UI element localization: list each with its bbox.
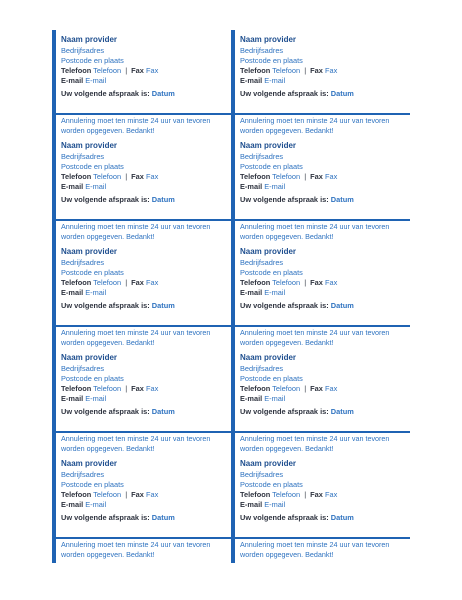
fax-value: Fax: [145, 384, 159, 393]
next-appointment: [61, 301, 227, 311]
company-address: Bedrijfsadres: [61, 152, 105, 161]
fax-value: Fax: [324, 172, 338, 181]
contact-phone-fax: [61, 384, 227, 394]
provider-info: [240, 141, 406, 205]
company-address: Bedrijfsadres: [240, 258, 284, 267]
next-appointment: [240, 407, 406, 417]
cancellation-note: Annulering moet ten minste 24 uur van tevoren worden opgegeven. Bedankt!: [61, 222, 211, 241]
email-value: E-mail: [85, 182, 107, 191]
appointment-card: [56, 30, 231, 136]
appointment-card: [56, 454, 231, 560]
fax-value: Fax: [324, 384, 338, 393]
email-label: E-mail: [61, 76, 84, 85]
provider-info: [61, 141, 227, 205]
email-value: E-mail: [264, 288, 286, 297]
email-label: E-mail: [61, 394, 84, 403]
postal-city: Postcode en plaats: [61, 162, 124, 171]
email-value: E-mail: [85, 500, 107, 509]
contact-phone-fax: [240, 66, 406, 76]
postal-city: Postcode en plaats: [61, 480, 124, 489]
fax-value: Fax: [324, 278, 338, 287]
contact-phone-fax: [61, 66, 227, 76]
contact-phone-fax: [61, 172, 227, 182]
phone-label: Telefoon: [240, 490, 271, 499]
contact-email: [61, 76, 227, 86]
phone-value: Telefoon: [93, 66, 122, 75]
cancellation-note: Annulering moet ten minste 24 uur van tevoren worden opgegeven. Bedankt!: [240, 328, 390, 347]
phone-label: Telefoon: [61, 278, 92, 287]
phone-value: Telefoon: [272, 490, 301, 499]
provider-info: [240, 35, 406, 99]
fax-label: Fax: [310, 66, 323, 75]
provider-name: Naam provider: [61, 247, 118, 256]
postal-city: Postcode en plaats: [240, 268, 303, 277]
email-label: E-mail: [240, 76, 263, 85]
appointment-label: Uw volgende afspraak is:: [61, 89, 150, 98]
email-value: E-mail: [85, 288, 107, 297]
next-appointment: [61, 513, 227, 523]
phone-label: Telefoon: [61, 384, 92, 393]
contact-phone-fax: [61, 490, 227, 500]
email-label: E-mail: [61, 500, 84, 509]
email-label: E-mail: [240, 182, 263, 191]
appointment-label: Uw volgende afspraak is:: [61, 407, 150, 416]
fax-label: Fax: [131, 278, 144, 287]
appointment-date: Datum: [151, 513, 175, 522]
appointment-date: Datum: [151, 89, 175, 98]
appointment-date: Datum: [330, 195, 354, 204]
postal-city: Postcode en plaats: [61, 268, 124, 277]
phone-label: Telefoon: [240, 384, 271, 393]
appointment-card: [56, 242, 231, 348]
phone-label: Telefoon: [240, 172, 271, 181]
contact-email: [61, 394, 227, 404]
fax-label: Fax: [310, 172, 323, 181]
contact-email: [240, 182, 406, 192]
separator: |: [125, 172, 128, 181]
phone-label: Telefoon: [61, 172, 92, 181]
contact-phone-fax: [240, 278, 406, 288]
provider-info: [240, 353, 406, 417]
phone-label: Telefoon: [240, 278, 271, 287]
appointment-date: Datum: [330, 513, 354, 522]
email-label: E-mail: [240, 394, 263, 403]
cancellation-note: Annulering moet ten minste 24 uur van tevoren worden opgegeven. Bedankt!: [240, 222, 390, 241]
separator: |: [125, 384, 128, 393]
company-address: Bedrijfsadres: [61, 46, 105, 55]
email-value: E-mail: [264, 500, 286, 509]
postal-city: Postcode en plaats: [240, 374, 303, 383]
appointment-card: [235, 348, 410, 454]
phone-label: Telefoon: [240, 66, 271, 75]
left-column: [52, 30, 231, 563]
card-divider: [56, 325, 231, 327]
appointment-label: Uw volgende afspraak is:: [240, 513, 329, 522]
provider-info: [61, 35, 227, 99]
card-divider: [56, 113, 231, 115]
contact-email: [61, 182, 227, 192]
company-address: Bedrijfsadres: [61, 364, 105, 373]
fax-label: Fax: [310, 278, 323, 287]
separator: |: [304, 278, 307, 287]
company-address: Bedrijfsadres: [61, 470, 105, 479]
contact-phone-fax: [240, 384, 406, 394]
postal-city: Postcode en plaats: [61, 56, 124, 65]
fax-label: Fax: [131, 384, 144, 393]
appointment-card: [56, 136, 231, 242]
phone-value: Telefoon: [272, 172, 301, 181]
email-label: E-mail: [61, 288, 84, 297]
fax-value: Fax: [145, 66, 159, 75]
card-divider: [235, 325, 410, 327]
contact-email: [240, 394, 406, 404]
company-address: Bedrijfsadres: [240, 470, 284, 479]
phone-value: Telefoon: [272, 66, 301, 75]
fax-label: Fax: [310, 490, 323, 499]
cancellation-note: Annulering moet ten minste 24 uur van tevoren worden opgegeven. Bedankt!: [240, 434, 390, 453]
provider-name: Naam provider: [240, 247, 297, 256]
fax-label: Fax: [310, 384, 323, 393]
fax-value: Fax: [145, 490, 159, 499]
cancellation-note: Annulering moet ten minste 24 uur van tevoren worden opgegeven. Bedankt!: [61, 116, 211, 135]
postal-city: Postcode en plaats: [240, 56, 303, 65]
postal-city: Postcode en plaats: [61, 374, 124, 383]
provider-name: Naam provider: [240, 353, 297, 362]
separator: |: [125, 490, 128, 499]
phone-value: Telefoon: [93, 278, 122, 287]
contact-phone-fax: [240, 172, 406, 182]
fax-value: Fax: [145, 278, 159, 287]
company-address: Bedrijfsadres: [240, 46, 284, 55]
appointment-label: Uw volgende afspraak is:: [61, 513, 150, 522]
provider-info: [61, 353, 227, 417]
fax-label: Fax: [131, 490, 144, 499]
email-label: E-mail: [240, 288, 263, 297]
appointment-card: [235, 30, 410, 136]
email-label: E-mail: [61, 182, 84, 191]
postal-city: Postcode en plaats: [240, 480, 303, 489]
provider-name: Naam provider: [240, 141, 297, 150]
appointment-date: Datum: [151, 407, 175, 416]
card-divider: [235, 431, 410, 433]
appointment-card: [235, 136, 410, 242]
right-column: [231, 30, 410, 563]
next-appointment: [240, 513, 406, 523]
fax-label: Fax: [131, 172, 144, 181]
appointment-date: Datum: [151, 301, 175, 310]
contact-email: [61, 500, 227, 510]
next-appointment: [61, 89, 227, 99]
card-divider: [235, 113, 410, 115]
next-appointment: [61, 407, 227, 417]
appointment-date: Datum: [330, 301, 354, 310]
contact-phone-fax: [61, 278, 227, 288]
contact-email: [240, 76, 406, 86]
company-address: Bedrijfsadres: [61, 258, 105, 267]
appointment-label: Uw volgende afspraak is:: [240, 301, 329, 310]
appointment-date: Datum: [330, 407, 354, 416]
phone-value: Telefoon: [272, 278, 301, 287]
appointment-card: [235, 242, 410, 348]
contact-email: [61, 288, 227, 298]
card-divider: [235, 537, 410, 539]
appointment-label: Uw volgende afspraak is:: [61, 195, 150, 204]
company-address: Bedrijfsadres: [240, 364, 284, 373]
phone-value: Telefoon: [93, 384, 122, 393]
contact-email: [240, 288, 406, 298]
separator: |: [304, 66, 307, 75]
provider-name: Naam provider: [61, 141, 118, 150]
contact-email: [240, 500, 406, 510]
separator: |: [125, 278, 128, 287]
cancellation-note: Annulering moet ten minste 24 uur van tevoren worden opgegeven. Bedankt!: [240, 540, 390, 559]
provider-name: Naam provider: [61, 459, 118, 468]
company-address: Bedrijfsadres: [240, 152, 284, 161]
appointment-card: [56, 348, 231, 454]
email-label: E-mail: [240, 500, 263, 509]
provider-name: Naam provider: [61, 353, 118, 362]
appointment-date: Datum: [330, 89, 354, 98]
contact-phone-fax: [240, 490, 406, 500]
phone-value: Telefoon: [93, 490, 122, 499]
cancellation-note: Annulering moet ten minste 24 uur van tevoren worden opgegeven. Bedankt!: [61, 434, 211, 453]
separator: |: [125, 66, 128, 75]
card-divider: [56, 219, 231, 221]
appointment-label: Uw volgende afspraak is:: [240, 195, 329, 204]
fax-label: Fax: [131, 66, 144, 75]
email-value: E-mail: [85, 394, 107, 403]
provider-info: [61, 459, 227, 523]
provider-info: [240, 459, 406, 523]
phone-label: Telefoon: [61, 490, 92, 499]
cancellation-note: Annulering moet ten minste 24 uur van tevoren worden opgegeven. Bedankt!: [61, 540, 211, 559]
email-value: E-mail: [264, 182, 286, 191]
provider-name: Naam provider: [240, 459, 297, 468]
provider-info: [240, 247, 406, 311]
cancellation-note: Annulering moet ten minste 24 uur van tevoren worden opgegeven. Bedankt!: [240, 116, 390, 135]
appointment-date: Datum: [151, 195, 175, 204]
phone-value: Telefoon: [93, 172, 122, 181]
next-appointment: [240, 89, 406, 99]
separator: |: [304, 172, 307, 181]
provider-name: Naam provider: [240, 35, 297, 44]
next-appointment: [61, 195, 227, 205]
next-appointment: [240, 301, 406, 311]
card-divider: [56, 431, 231, 433]
appointment-card: [235, 454, 410, 560]
phone-label: Telefoon: [61, 66, 92, 75]
appointment-label: Uw volgende afspraak is:: [240, 89, 329, 98]
email-value: E-mail: [264, 76, 286, 85]
email-value: E-mail: [85, 76, 107, 85]
email-value: E-mail: [264, 394, 286, 403]
card-divider: [235, 219, 410, 221]
separator: |: [304, 490, 307, 499]
appointment-label: Uw volgende afspraak is:: [240, 407, 329, 416]
provider-name: Naam provider: [61, 35, 118, 44]
postal-city: Postcode en plaats: [240, 162, 303, 171]
separator: |: [304, 384, 307, 393]
cancellation-note: Annulering moet ten minste 24 uur van tevoren worden opgegeven. Bedankt!: [61, 328, 211, 347]
appointment-label: Uw volgende afspraak is:: [61, 301, 150, 310]
provider-info: [61, 247, 227, 311]
fax-value: Fax: [324, 490, 338, 499]
fax-value: Fax: [324, 66, 338, 75]
card-divider: [56, 537, 231, 539]
phone-value: Telefoon: [272, 384, 301, 393]
next-appointment: [240, 195, 406, 205]
fax-value: Fax: [145, 172, 159, 181]
